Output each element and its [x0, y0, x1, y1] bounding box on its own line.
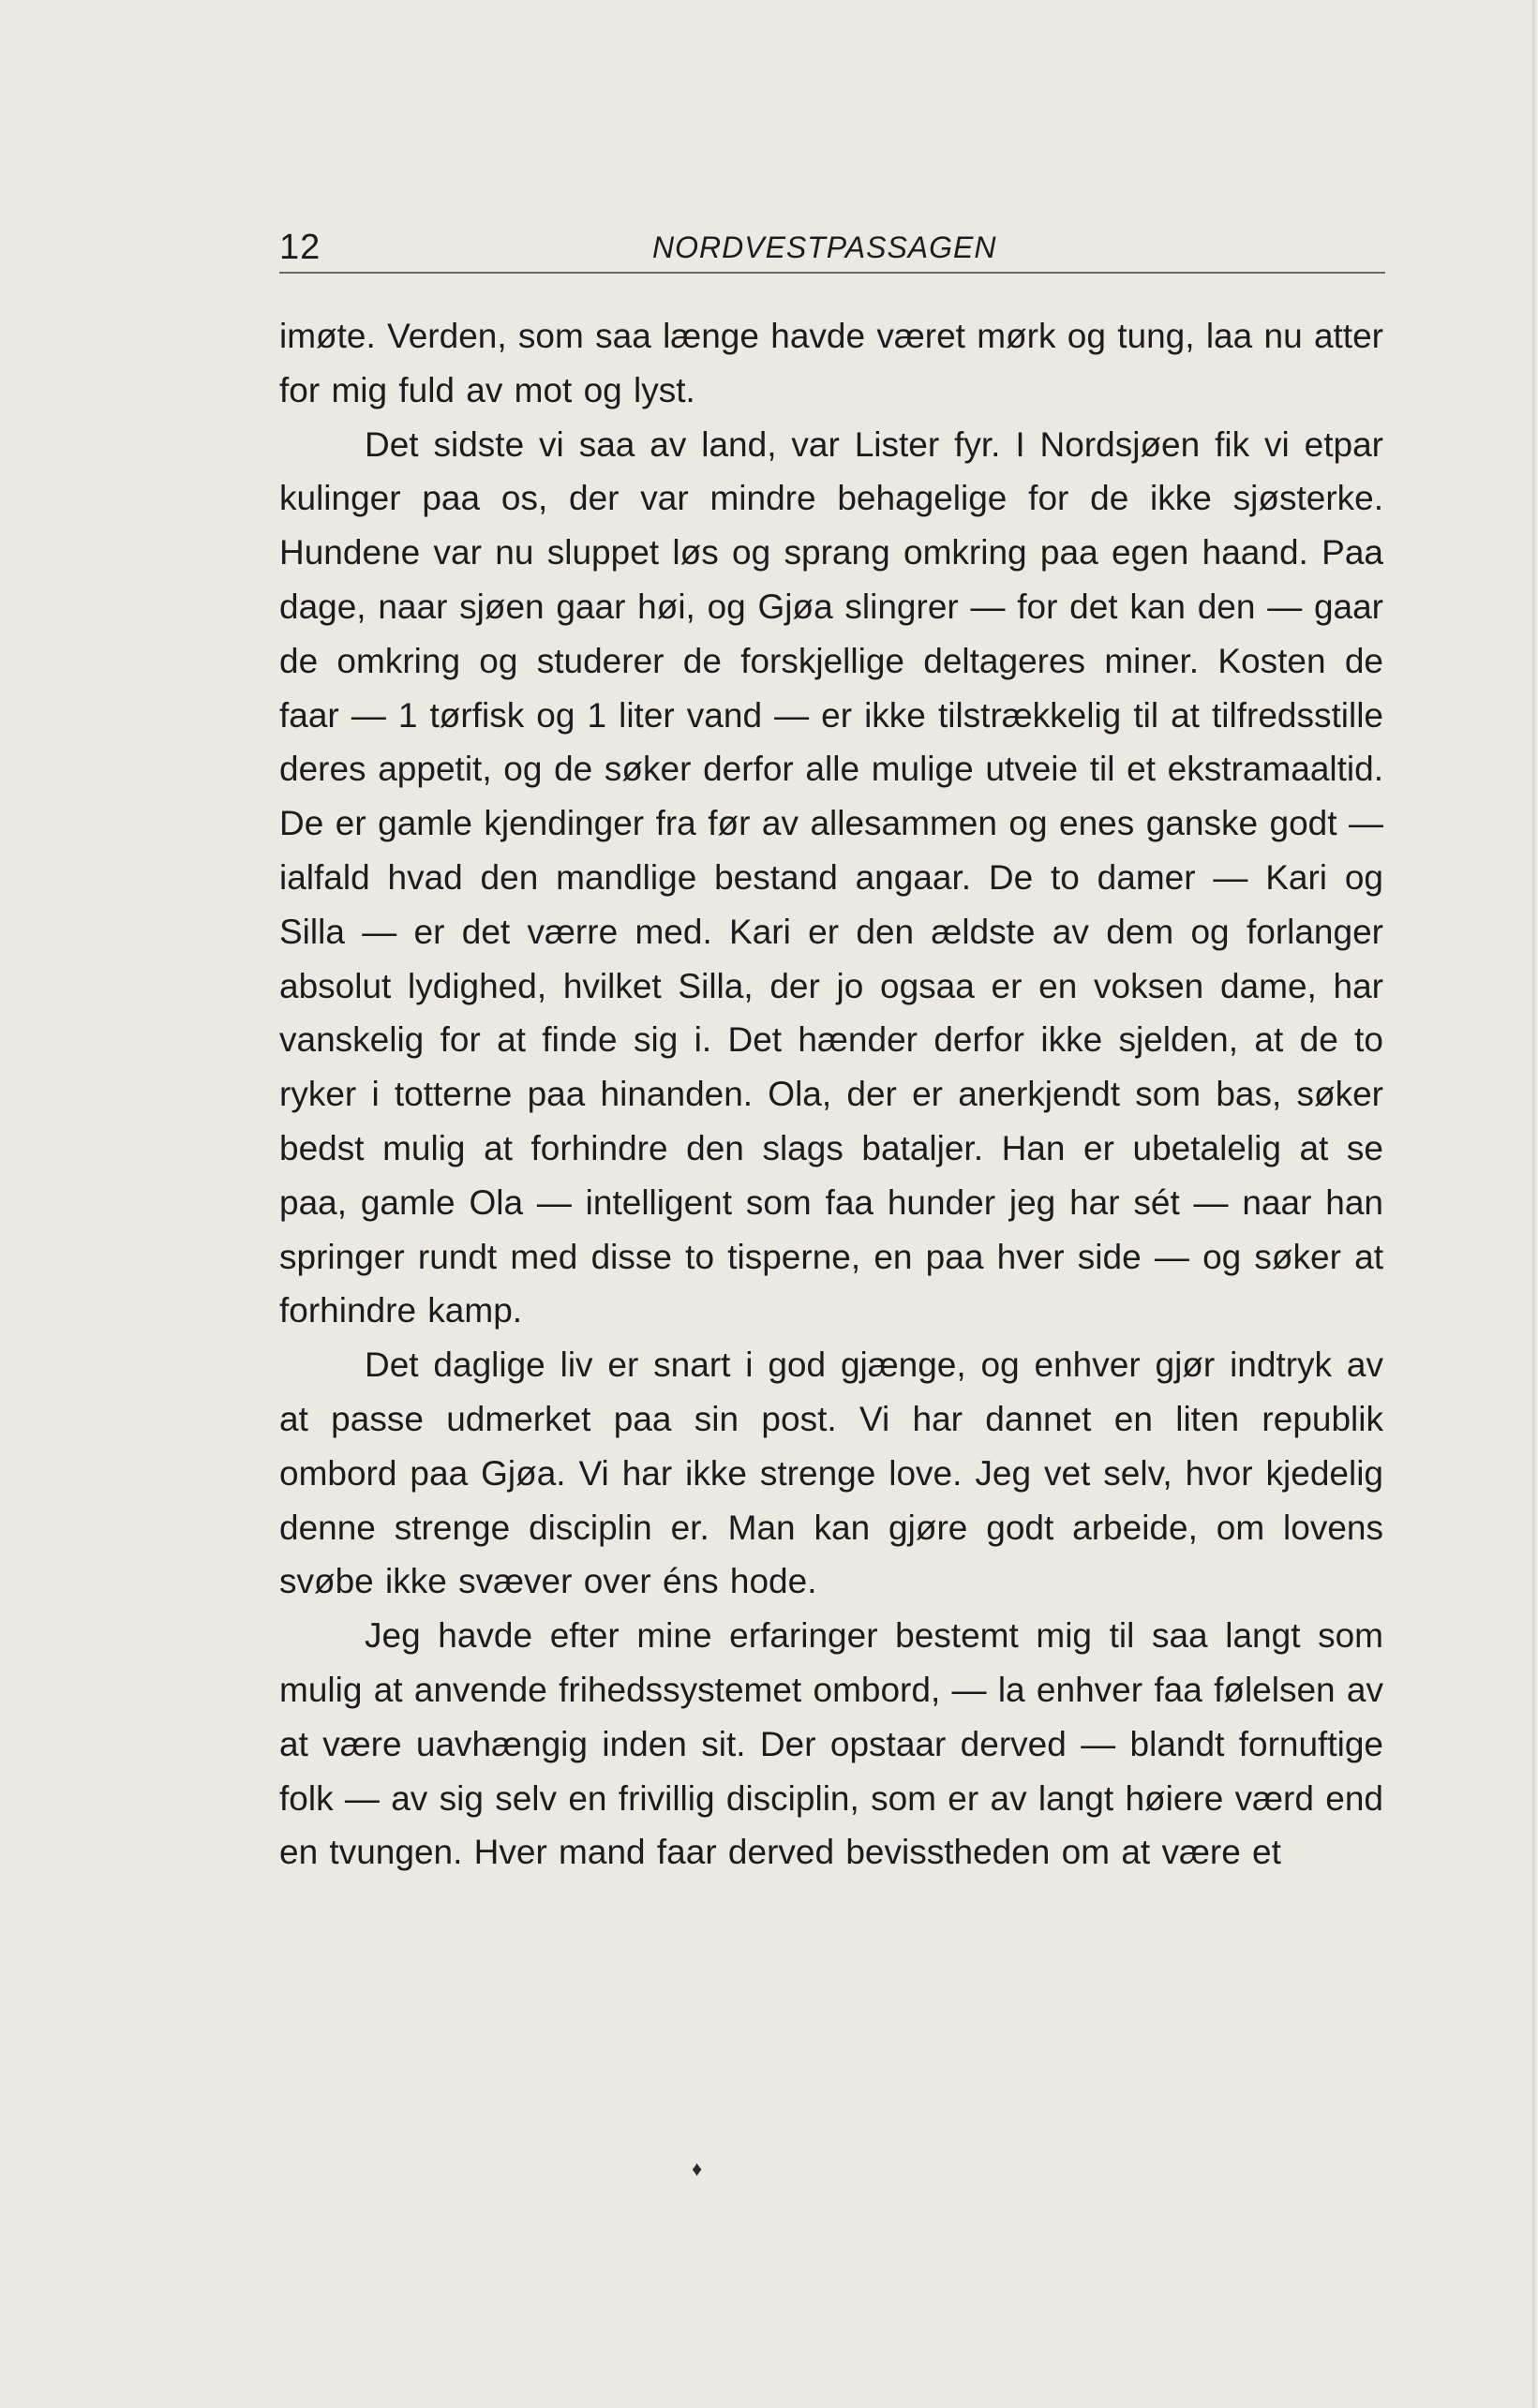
running-title: NORDVESTPASSAGEN	[652, 230, 997, 264]
header-rule	[279, 272, 1385, 274]
paragraph-4: Jeg havde efter mine erfaringer bestemt mig til saa langt som mulig at anvende frihedssystemet ombord, — la enhver faa følelsen av at være uavhængig inden sit. Der opstaar derved — blandt fornuftige folk — av sig selv en frivillig disciplin, som er av langt høiere værd end en tvungen. Hver mand faar derved bevisstheden om at være et	[279, 1616, 1383, 1872]
page-edge	[1532, 0, 1538, 2408]
paragraph-2: Det sidste vi saa av land, var Lister fyr. I Nordsjøen fik vi etpar kulinger paa os, der var mindre behagelige for de ikke sjøsterke. Hundene var nu sluppet løs og sprang omkring paa egen haand. Paa dage, naar sjøen gaar høi, og Gjøa slingrer — for det kan den — gaar de omkring og studerer de forskjellige deltageres miner. Kosten de faar — 1 tørfisk og 1 liter vand — er ikke tilstrækkelig til at tilfredsstille deres appetit, og de søker derfor alle mulige utveie til et ekstramaaltid. De er gamle kjendinger fra før av allesammen og enes ganske godt — ialfald hvad den mandlige bestand angaar. De to damer — Kari og Silla — er det værre med. Kari er den ældste av dem og forlanger absolut lydighed, hvilket Silla, der jo ogsaa er en voksen dame, har vanskelig for at finde sig i. Det hænder derfor ikke sjelden, at de to ryker i totterne paa hinanden. Ola, der er anerkjendt som bas, søker bedst mulig at forhindre den slags bataljer. Han er ubetalelig at se paa, gamle Ola — intelligent som faa hunder jeg har sét — naar han springer rundt med disse to tisperne, en paa hver side — og søker at forhindre kamp.	[279, 424, 1383, 1330]
page-header	[279, 221, 1385, 274]
signature-mark: ♦	[692, 2157, 703, 2180]
page-number: 12	[279, 228, 321, 267]
paragraph-3: Det daglige liv er snart i god gjænge, og enhver gjør indtryk av at passe udmerket paa sin post. Vi har dannet en liten republik ombord paa Gjøa. Vi har ikke strenge love. Jeg vet selv, hvor kjedelig denne strenge disciplin er. Man kan gjøre godt arbeide, om lovens svøbe ikke svæver over éns hode.	[279, 1345, 1383, 1601]
body-text	[279, 309, 1383, 1880]
paragraph-1: imøte. Verden, som saa længe havde været mørk og tung, laa nu atter for mig fuld av mot og lyst.	[279, 317, 1383, 409]
